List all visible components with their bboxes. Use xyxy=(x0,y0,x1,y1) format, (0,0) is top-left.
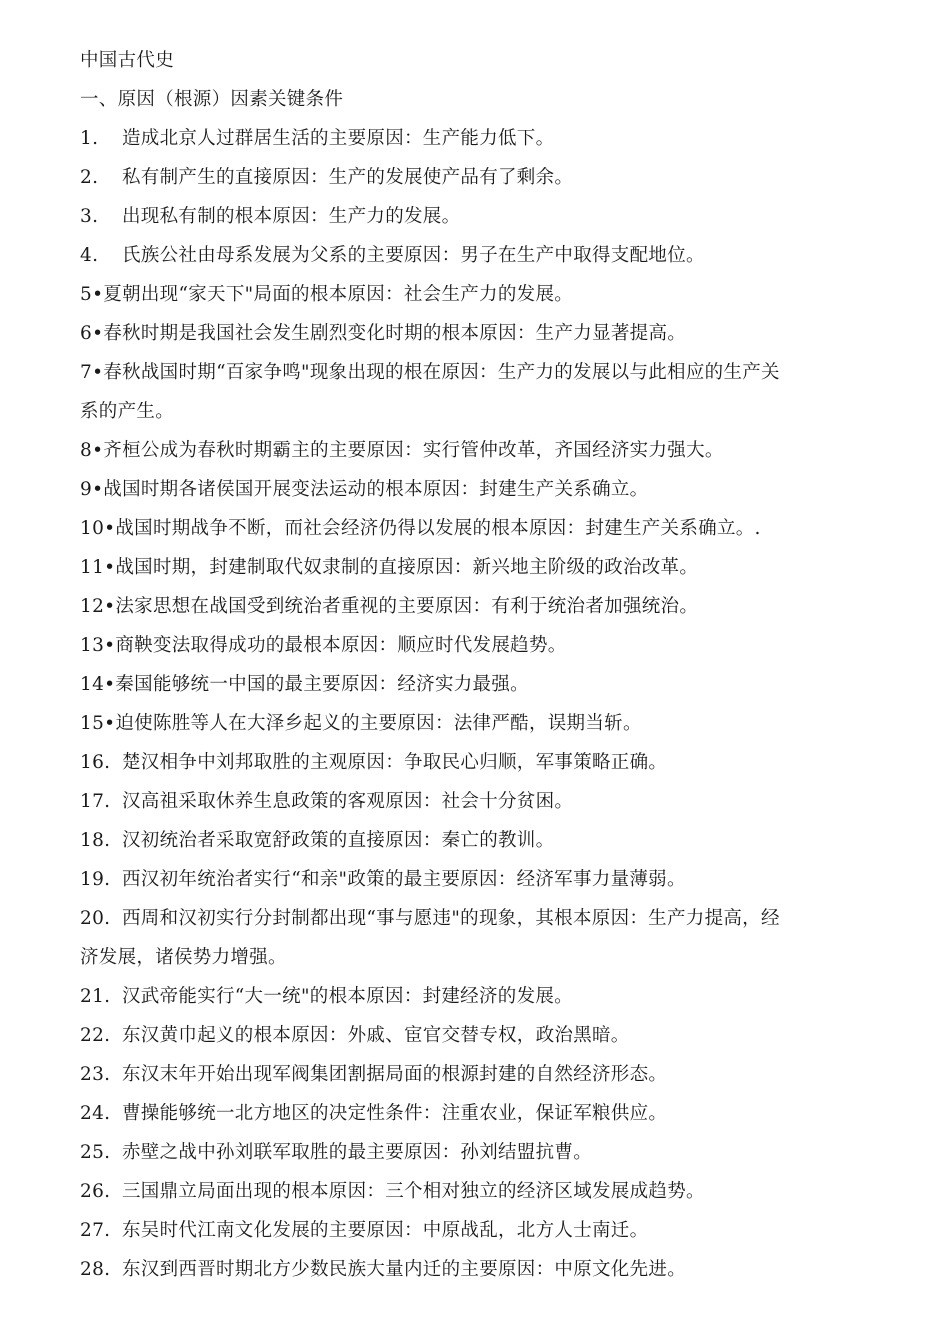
item-number: 19. xyxy=(80,869,111,890)
item-number: 28. xyxy=(80,1259,111,1280)
section-heading: 一、原因（根源）因素关键条件 xyxy=(80,89,344,110)
list-item xyxy=(80,1172,870,1211)
list-item xyxy=(80,431,870,470)
list-item xyxy=(80,977,870,1016)
item-text: 东汉黄巾起义的根本原因：外戚、宦官交替专权，政治黑暗。 xyxy=(122,1025,630,1046)
list-item xyxy=(80,587,870,626)
item-number: 23. xyxy=(80,1064,111,1085)
list-item xyxy=(80,626,870,665)
document-title: 中国古代史 xyxy=(80,50,175,71)
item-text: 13•商鞅变法取得成功的最根本原因：顺应时代发展趋势。 xyxy=(80,635,567,656)
item-number: 17. xyxy=(80,791,111,812)
item-text: 东汉到西晋时期北方少数民族大量内迁的主要原因：中原文化先进。 xyxy=(122,1259,687,1280)
item-text: 10•战国时期战争不断，而社会经济仍得以发展的根本原因：封建生产关系确立。. xyxy=(80,518,761,539)
item-number: 22. xyxy=(80,1025,111,1046)
item-number: 21. xyxy=(80,986,111,1007)
item-text: 6•春秋时期是我国社会发生剧烈变化时期的根本原因：生产力显著提高。 xyxy=(80,323,687,344)
item-text: 氏族公社由母系发展为父系的主要原因：男子在生产中取得支配地位。 xyxy=(122,245,705,266)
item-number: 20. xyxy=(80,908,111,929)
item-number: 2. xyxy=(80,167,99,188)
item-text: 系的产生。 xyxy=(80,401,175,422)
list-item xyxy=(80,314,870,353)
item-number: 25. xyxy=(80,1142,111,1163)
list-item xyxy=(80,470,870,509)
item-number: 3. xyxy=(80,206,99,227)
list-item xyxy=(80,392,870,431)
list-item xyxy=(80,275,870,314)
list-item xyxy=(80,119,870,158)
item-text: 西周和汉初实行分封制都出现“事与愿违"的现象，其根本原因：生产力提高，经 xyxy=(122,908,780,929)
list-item xyxy=(80,938,870,977)
list-item xyxy=(80,782,870,821)
item-list xyxy=(80,119,870,1289)
item-text: 8•齐桓公成为春秋时期霸主的主要原因：实行管仲改革，齐国经济实力强大。 xyxy=(80,440,724,461)
list-item xyxy=(80,899,870,938)
list-item xyxy=(80,665,870,704)
list-item xyxy=(80,158,870,197)
item-text: 赤壁之战中孙刘联军取胜的最主要原因：孙刘结盟抗曹。 xyxy=(122,1142,593,1163)
item-text: 曹操能够统一北方地区的决定性条件：注重农业，保证军粮供应。 xyxy=(122,1103,668,1124)
list-item xyxy=(80,353,870,392)
item-text: 15•迫使陈胜等人在大泽乡起义的主要原因：法律严酷，误期当斩。 xyxy=(80,713,642,734)
item-text: 14•秦国能够统一中国的最主要原因：经济实力最强。 xyxy=(80,674,529,695)
item-number: 16. xyxy=(80,752,111,773)
list-item xyxy=(80,1055,870,1094)
list-item xyxy=(80,1133,870,1172)
item-text: 造成北京人过群居生活的主要原因：生产能力低下。 xyxy=(122,128,555,149)
list-item xyxy=(80,1211,870,1250)
item-text: 东吴时代江南文化发展的主要原因：中原战乱，北方人士南迁。 xyxy=(122,1220,649,1241)
item-text: 出现私有制的根本原因：生产力的发展。 xyxy=(122,206,461,227)
item-text: 东汉末年开始出现军阀集团割据局面的根源封建的自然经济形态。 xyxy=(122,1064,668,1085)
list-item xyxy=(80,548,870,587)
list-item xyxy=(80,1016,870,1055)
list-item xyxy=(80,197,870,236)
list-item xyxy=(80,1250,870,1289)
item-number: 26. xyxy=(80,1181,111,1202)
list-item xyxy=(80,509,870,548)
item-text: 楚汉相争中刘邦取胜的主观原因：争取民心归顺，军事策略正确。 xyxy=(122,752,668,773)
item-number: 27. xyxy=(80,1220,111,1241)
list-item xyxy=(80,1094,870,1133)
item-text: 汉高祖采取休养生息政策的客观原因：社会十分贫困。 xyxy=(122,791,574,812)
item-text: 汉初统治者采取宽舒政策的直接原因：秦亡的教训。 xyxy=(122,830,555,851)
item-text: 西汉初年统治者实行“和亲"政策的最主要原因：经济军事力量薄弱。 xyxy=(122,869,686,890)
list-item xyxy=(80,236,870,275)
list-item xyxy=(80,821,870,860)
item-text: 私有制产生的直接原因：生产的发展使产品有了剩余。 xyxy=(122,167,574,188)
item-text: 三国鼎立局面出现的根本原因：三个相对独立的经济区域发展成趋势。 xyxy=(122,1181,705,1202)
item-text: 12•法家思想在战国受到统治者重视的主要原因：有利于统治者加强统治。 xyxy=(80,596,699,617)
item-text: 济发展，诸侯势力增强。 xyxy=(80,947,287,968)
item-number: 24. xyxy=(80,1103,111,1124)
item-text: 11•战国时期，封建制取代奴隶制的直接原因：新兴地主阶级的政治改革。 xyxy=(80,557,699,578)
item-number: 4. xyxy=(80,245,99,266)
item-text: 7•春秋战国时期“百家争鸣"现象出现的根在原因：生产力的发展以与此相应的生产关 xyxy=(80,362,780,383)
list-item xyxy=(80,860,870,899)
item-text: 9•战国时期各诸侯国开展变法运动的根本原因：封建生产关系确立。 xyxy=(80,479,649,500)
item-number: 1. xyxy=(80,128,99,149)
list-item xyxy=(80,743,870,782)
item-number: 18. xyxy=(80,830,111,851)
list-item xyxy=(80,704,870,743)
item-text: 5•夏朝出现“家天下"局面的根本原因：社会生产力的发展。 xyxy=(80,284,574,305)
item-text: 汉武帝能实行“大一统"的根本原因：封建经济的发展。 xyxy=(122,986,573,1007)
